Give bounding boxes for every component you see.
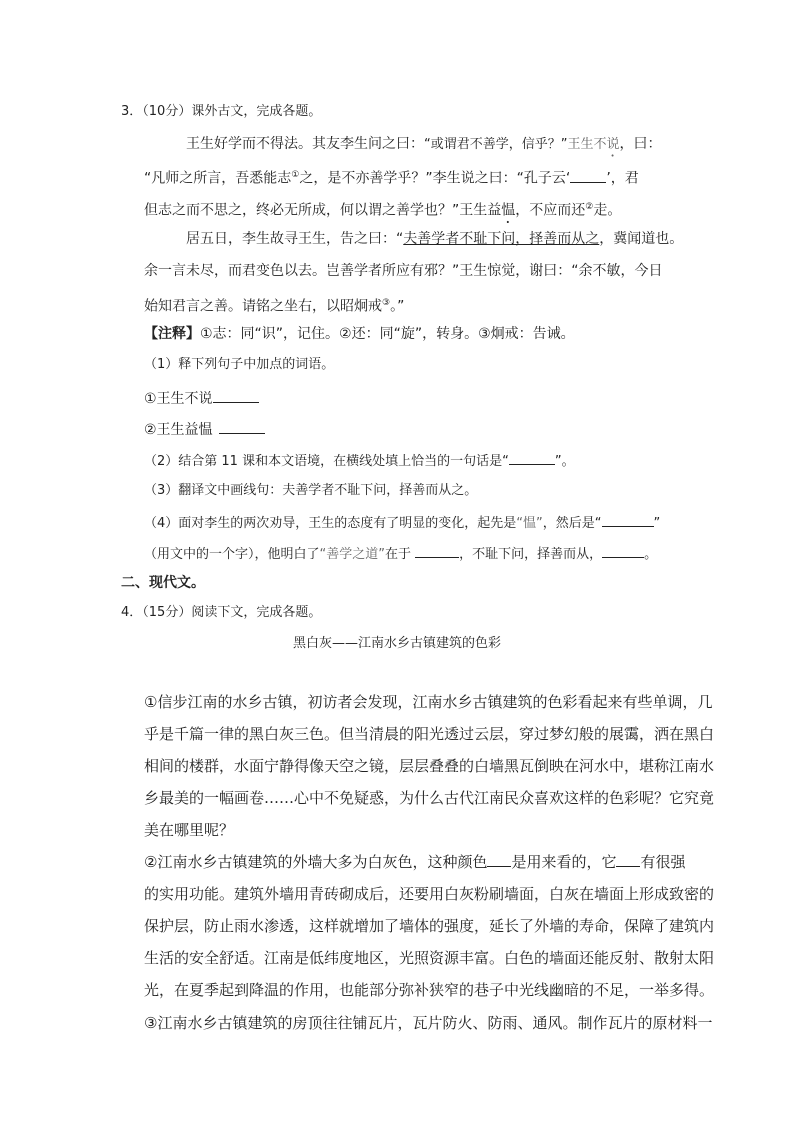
q3-sub3: （3）翻译文中画线句：夫善学者不耻下问，择善而从之。 xyxy=(144,483,478,498)
text: 之，是不亦善学乎？”李生说之曰：“孔子云‘ xyxy=(299,170,571,187)
q3-header: 3．（10分）课外古文，完成各题。 xyxy=(121,104,322,119)
paragraph-line: 美在哪里呢？ xyxy=(144,821,235,839)
text: 。 xyxy=(644,547,658,562)
text: 走。 xyxy=(593,202,622,219)
paragraph-line: ①信步江南的水乡古镇，初访者会发现，江南水乡古镇建筑的色彩看起来有些单调，几 xyxy=(144,693,713,711)
text: 是用来看的，它 xyxy=(511,853,617,871)
article-title: 黑白灰——江南水乡古镇建筑的色彩 xyxy=(293,636,502,651)
answer-blank[interactable] xyxy=(602,512,654,527)
q3-p2-line3 xyxy=(144,293,404,317)
note-marker: ① xyxy=(291,170,300,180)
q3-p2-line2: 余一言未尽，而君变色以去。岂善学者所应有邪？”王生惊觉，谢曰：“余不敏，今日 xyxy=(144,263,663,279)
section-heading: 二、现代文。 xyxy=(121,575,205,591)
answer-blank[interactable] xyxy=(509,450,555,465)
text: 有很强 xyxy=(640,853,686,871)
answer-blank[interactable] xyxy=(219,419,265,434)
q3-sub1: （1）释下列句子中加点的词语。 xyxy=(144,357,335,372)
q4-p2-line1 xyxy=(144,852,685,872)
quoted-question: “或谓君不善学，信乎？” xyxy=(424,137,568,152)
q4-p3-line1: ③江南水乡古镇建筑的房顶往往铺瓦片，瓦片防火、防雨、通风。制作瓦片的原材料一 xyxy=(144,1014,713,1032)
dotted-word-shuo: 说 xyxy=(606,137,620,152)
annotation-text: ①志：同“识”，记住。②还：同“旋”，转身。③炯戒：告诫。 xyxy=(200,326,575,342)
text: 。” xyxy=(390,298,405,315)
text: （4）面对李生的两次劝导，王生的态度有了明显的变化，起先是 xyxy=(144,516,517,531)
q3-p1-line3 xyxy=(144,197,621,227)
fill-blank[interactable] xyxy=(616,852,640,867)
q3-sub2 xyxy=(144,450,575,472)
underlined-sentence: 夫善学者不耻下问，择善而从之 xyxy=(403,231,600,247)
text: ，冀闻道也。 xyxy=(599,231,684,247)
text: ，曰： xyxy=(619,136,662,152)
text: （用文中的一个字），他明白了 xyxy=(144,547,320,562)
text: 但志之而不思之，终必无所成，何以谓之善学也？”王生益 xyxy=(144,202,502,219)
paragraph-line: 保护层，防止雨水渗透，这样就增加了墙体的强度，延长了外墙的寿命，保障了建筑内 xyxy=(144,917,715,935)
note-marker: ③ xyxy=(382,298,391,308)
text: ②江南水乡古镇建筑的外墙大多为白灰色，这种颜色 xyxy=(144,853,488,871)
q3-p1-line1 xyxy=(186,134,662,160)
q3-annotations xyxy=(144,324,575,344)
q3-p2-line1 xyxy=(186,229,683,249)
q3-p1-line2 xyxy=(144,165,639,189)
text: ，不耻下问，择善而从， xyxy=(459,547,603,562)
text: 在于 xyxy=(385,547,416,562)
text: ” xyxy=(653,516,661,531)
text: 居五日，李生故寻王生，告之曰：“ xyxy=(186,231,404,247)
annotation-label: 【注释】 xyxy=(144,326,200,342)
quoted-word: “愠” xyxy=(516,516,543,531)
fill-blank[interactable] xyxy=(570,168,606,183)
paragraph-line: 生活的安全舒适。江南是低纬度地区，光照资源丰富。白色的墙面还能反射、散射太阳 xyxy=(144,949,715,967)
text: ，不应而还 xyxy=(515,202,586,219)
text: ①王生不说 xyxy=(144,391,213,407)
q4-header: 4．（15分）阅读下文，完成各题。 xyxy=(121,605,322,620)
paragraph-line: 相间的楼群，水面宁静得像天空之镜，层层叠叠的白墙黑瓦倒映在河水中，堪称江南水 xyxy=(144,757,715,775)
q3-sub1-a xyxy=(144,388,259,409)
answer-blank[interactable] xyxy=(415,543,459,558)
dotted-word-yun: 愠 xyxy=(501,202,516,219)
q3-sub1-b xyxy=(144,419,265,440)
answer-blank[interactable] xyxy=(602,543,644,558)
text: ”。 xyxy=(554,454,575,469)
text: 王生不 xyxy=(567,137,607,152)
paragraph-line: 的实用功能。建筑外墙用青砖砌成后，还要用白灰粉刷墙面，白灰在墙面上形成致密的 xyxy=(144,885,715,903)
text: 王生好学而不得法。其友李生问之曰： xyxy=(186,136,424,152)
note-marker: ② xyxy=(585,202,594,212)
q3-sub4-line2 xyxy=(144,543,657,565)
fill-blank[interactable] xyxy=(487,852,511,867)
quoted-phrase: “善学之道” xyxy=(319,547,385,562)
text: ’，君 xyxy=(606,170,639,187)
text: ②王生益愠 xyxy=(144,422,213,438)
text: ，然后是“ xyxy=(542,516,602,531)
paragraph-line: 光，在夏季起到降温的作用，也能部分弥补狭窄的巷子中光线幽暗的不足，一举多得。 xyxy=(144,981,715,999)
q3-sub4-line1 xyxy=(144,512,660,534)
text: （2）结合第 11 课和本文语境，在横线处填上恰当的一句话是“ xyxy=(144,454,509,469)
paragraph-line: 乡最美的一幅画卷……心中不免疑惑，为什么古代江南民众喜欢这样的色彩呢？它究竟 xyxy=(144,789,715,807)
paragraph-line: 乎是千篇一律的黑白灰三色。但当清晨的阳光透过云层，穿过梦幻般的展霭，洒在黑白 xyxy=(144,725,715,743)
answer-blank[interactable] xyxy=(213,388,259,403)
text: 始知君言之善。请铭之坐右，以昭炯戒 xyxy=(144,298,382,315)
text: “凡师之所言，吾悉能志 xyxy=(144,170,292,187)
